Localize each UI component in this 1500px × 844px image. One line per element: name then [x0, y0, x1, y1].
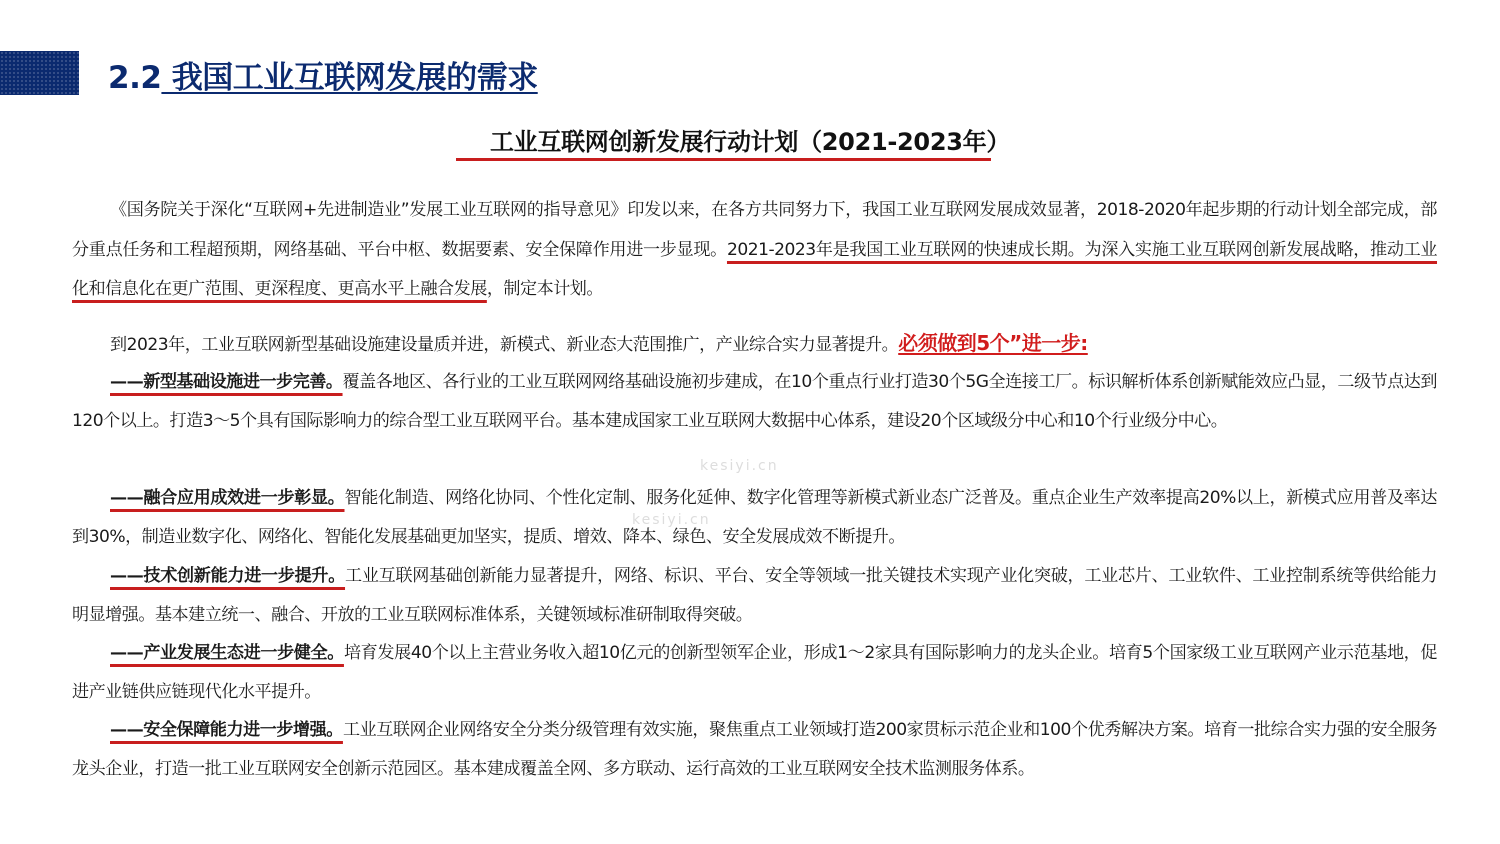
- item-text: 培育发展40个以上主营业务收入超10亿元的创新型领军企业，形成1～2家具有国际影响力的龙头企业。培育5个国家级工业互联网产业示范基地，促进产业链供应链现代化水平提升。: [72, 643, 1437, 702]
- list-item: [72, 711, 1437, 789]
- item-text: 智能化制造、网络化协同、个性化定制、服务化延伸、数字化管理等新模式新业态广泛普及。重点企业生产效率提高20%以上，新模式应用普及率达到30%，制造业数字化、网络化、智能化发展基础更加坚实，提质、增效、降本、绿色、安全发展成效不断提升。: [72, 488, 1437, 547]
- item-lead: ——安全保障能力进一步增强。: [110, 720, 343, 740]
- section-number: 2.2: [108, 60, 162, 96]
- goal-paragraph: [72, 324, 1437, 365]
- intro-highlight: 2021-2023年是我国工业互联网的快速成长期。为深入实施工业互联网创新发展战略，推动工业化和信息化在更广范围、更深程度、更高水平上融合发展: [72, 239, 1438, 299]
- goal-text: 到2023年，工业互联网新型基础设施建设量质并进，新模式、新业态大范围推广，产业综合实力显著提升。: [110, 335, 899, 355]
- list-item: [72, 479, 1437, 557]
- item-lead: ——产业发展生态进一步健全。: [110, 643, 344, 663]
- goal-emphasis: 必须做到5个”进一步:: [898, 331, 1088, 355]
- header-accent-bar: [0, 51, 79, 95]
- document-heading: 工业互联网创新发展行动计划（2021-2023年）: [489, 128, 1011, 156]
- watermark: kesiyi.cn: [632, 512, 711, 528]
- intro-text: 《国务院关于深化“互联网+先进制造业”发展工业互联网的指导意见》印发以来，在各方共同努力下，我国工业互联网发展成效显著，2018-2020年起步期的行动计划全部完成，部分重点任务和工程超预期，网络基础、平台中枢、数据要素、安全保障作用进一步显现。: [72, 200, 1437, 260]
- item-lead: ——技术创新能力进一步提升。: [110, 566, 346, 586]
- heading-underline: [456, 158, 991, 161]
- section-title: 我国工业互联网发展的需求: [161, 60, 538, 96]
- item-lead: ——融合应用成效进一步彰显。: [110, 488, 345, 508]
- list-item: [72, 363, 1437, 441]
- item-text: 覆盖各地区、各行业的工业互联网网络基础设施初步建成，在10个重点行业打造30个5G全连接工厂。标识解析体系创新赋能效应凸显，二级节点达到120个以上。打造3～5个具有国际影响力的综合型工业互联网平台。基本建成国家工业互联网大数据中心体系，建设20个区域级分中心和10个行业级分中心。: [72, 372, 1438, 431]
- watermark: kesiyi.cn: [700, 458, 779, 474]
- item-text: 工业互联网企业网络安全分类分级管理有效实施，聚焦重点工业领域打造200家贯标示范企业和100个优秀解决方案。培育一批综合实力强的安全服务龙头企业，打造一批工业互联网安全创新示范园区。基本建成覆盖全网、多方联动、运行高效的工业互联网安全技术监测服务体系。: [72, 720, 1438, 779]
- intro-paragraph: [72, 191, 1437, 310]
- list-item: [72, 634, 1437, 712]
- intro-text-end: ，制定本计划。: [486, 279, 603, 299]
- item-text: 工业互联网基础创新能力显著提升，网络、标识、平台、安全等领域一批关键技术实现产业化突破，工业芯片、工业软件、工业控制系统等供给能力明显增强。基本建立统一、融合、开放的工业互联网标准体系，关键领域标准研制取得突破。: [72, 566, 1437, 625]
- item-lead: ——新型基础设施进一步完善。: [110, 372, 343, 392]
- slide-title: [108, 52, 538, 97]
- list-item: [72, 557, 1437, 635]
